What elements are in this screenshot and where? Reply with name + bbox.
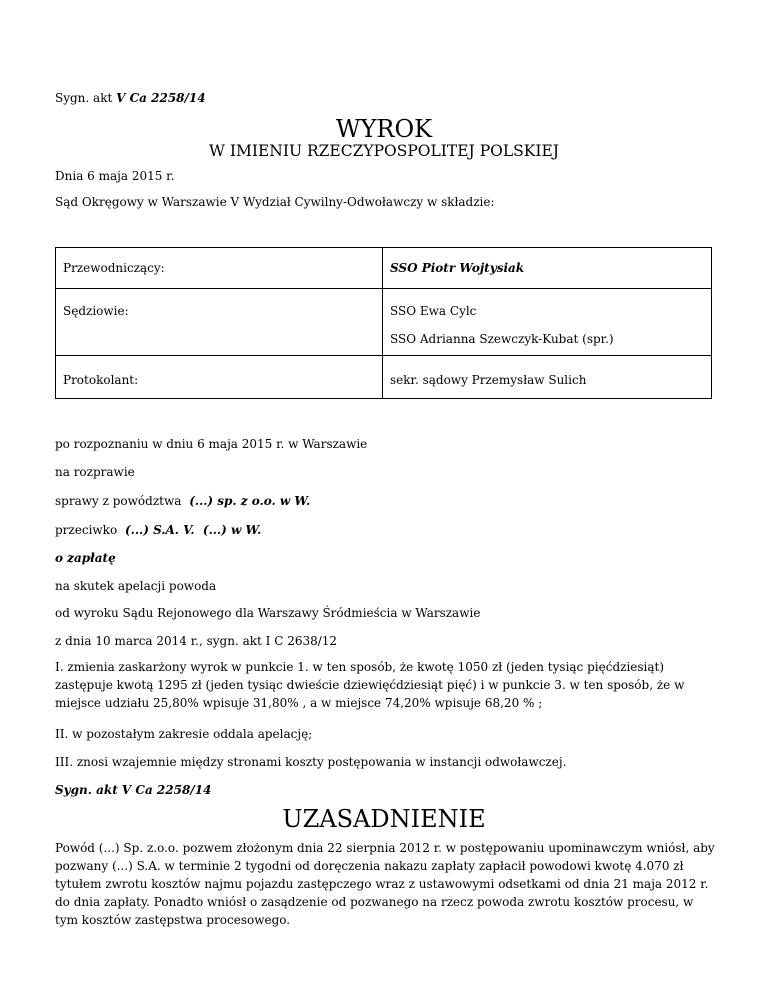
document-subtitle: W IMIENIU RZECZYPOSPOLITEJ POLSKIEJ (209, 142, 559, 160)
ruling-item: I. zmienia zaskarżony wyrok w punkcie 1. w ten sposób, że kwotę 1050 zł (jeden tysiąc pięćdziesiąt) zastępuje kwotą 1295 zł (jeden tysiąc dwieście dziewięćdziesiąt pięć) i w punkcie 3. w ten sposób, że w miejsce udziału 25,80% wpisuje 31,80% , a w miejsce 74,20% wpisuje 68,20 % ; (55, 660, 685, 710)
against-prefix: przeciwko (55, 523, 118, 537)
court-line: Sąd Okręgowy w Warszawie V Wydział Cywilny-Odwoławczy w składzie: (55, 195, 495, 209)
judges-label: Sędziowie: (63, 304, 129, 318)
case-reference-number: V Ca 2258/14 (116, 91, 206, 105)
clerk-label: Protokolant: (63, 373, 139, 387)
justification-reference: Sygn. akt V Ca 2258/14 (55, 783, 212, 797)
document-title: WYROK (335, 115, 433, 143)
panel-table (55, 247, 712, 399)
case-reference (55, 91, 206, 106)
case-subject: o zapłatę (55, 551, 116, 565)
date-line: Dnia 6 maja 2015 r. (55, 169, 175, 183)
presiding-name: SSO Piotr Wojtysiak (390, 261, 525, 275)
justification-text: Powód (...) Sp. z.o.o. pozwem złożonym dnia 22 sierpnia 2012 r. w postępowaniu upominawczym wniósł, aby pozwany (...) S.A. w terminie 2 tygodni od doręczenia nakazu zapłaty zapłacił powodowi kwotę 4.070 zł tytułem zwrotu kosztów najmu pojazdu zastępczego wraz z ustawowymi odsetkami od dnia 21 maja 2012 r. do dnia zapłaty. Ponadto wniósł o zasądzenie od pozwanego na rzecz powoda zwrotu kosztów procesu, w tym kosztów zastępstwa procesowego. (55, 841, 715, 927)
justification-heading: UZASADNIENIE (282, 805, 486, 833)
ruling-item: III. znosi wzajemnie między stronami koszty postępowania w instancji odwoławczej. (55, 755, 567, 769)
clerk-name: sekr. sądowy Przemysław Sulich (390, 373, 587, 387)
claimant-name: (...) sp. z o.o. w W. (189, 494, 311, 508)
panel-column-divider (382, 248, 383, 398)
panel-row-divider (56, 288, 711, 289)
claim-prefix: sprawy z powództwa (55, 494, 182, 508)
claimant-line (55, 494, 310, 509)
panel-row-divider (56, 355, 711, 356)
defendant-line (55, 523, 261, 538)
appeal-line: na skutek apelacji powoda (55, 579, 217, 593)
defendant-name: (...) S.A. V. (...) w W. (125, 523, 262, 537)
ruling-item: II. w pozostałym zakresie oddala apelację; (55, 727, 313, 741)
judge-name: SSO Ewa Cylc (390, 304, 477, 318)
lower-court-line: od wyroku Sądu Rejonowego dla Warszawy Śródmieścia w Warszawie (55, 606, 481, 620)
considered-line: po rozpoznaniu w dniu 6 maja 2015 r. w Warszawie (55, 437, 368, 451)
case-reference-prefix: Sygn. akt (55, 91, 113, 105)
lower-judgment-date: z dnia 10 marca 2014 r., sygn. akt I C 2638/12 (55, 634, 338, 648)
presiding-label: Przewodniczący: (63, 261, 165, 275)
hearing-line: na rozprawie (55, 465, 135, 479)
judge-name: SSO Adrianna Szewczyk-Kubat (spr.) (390, 332, 614, 346)
